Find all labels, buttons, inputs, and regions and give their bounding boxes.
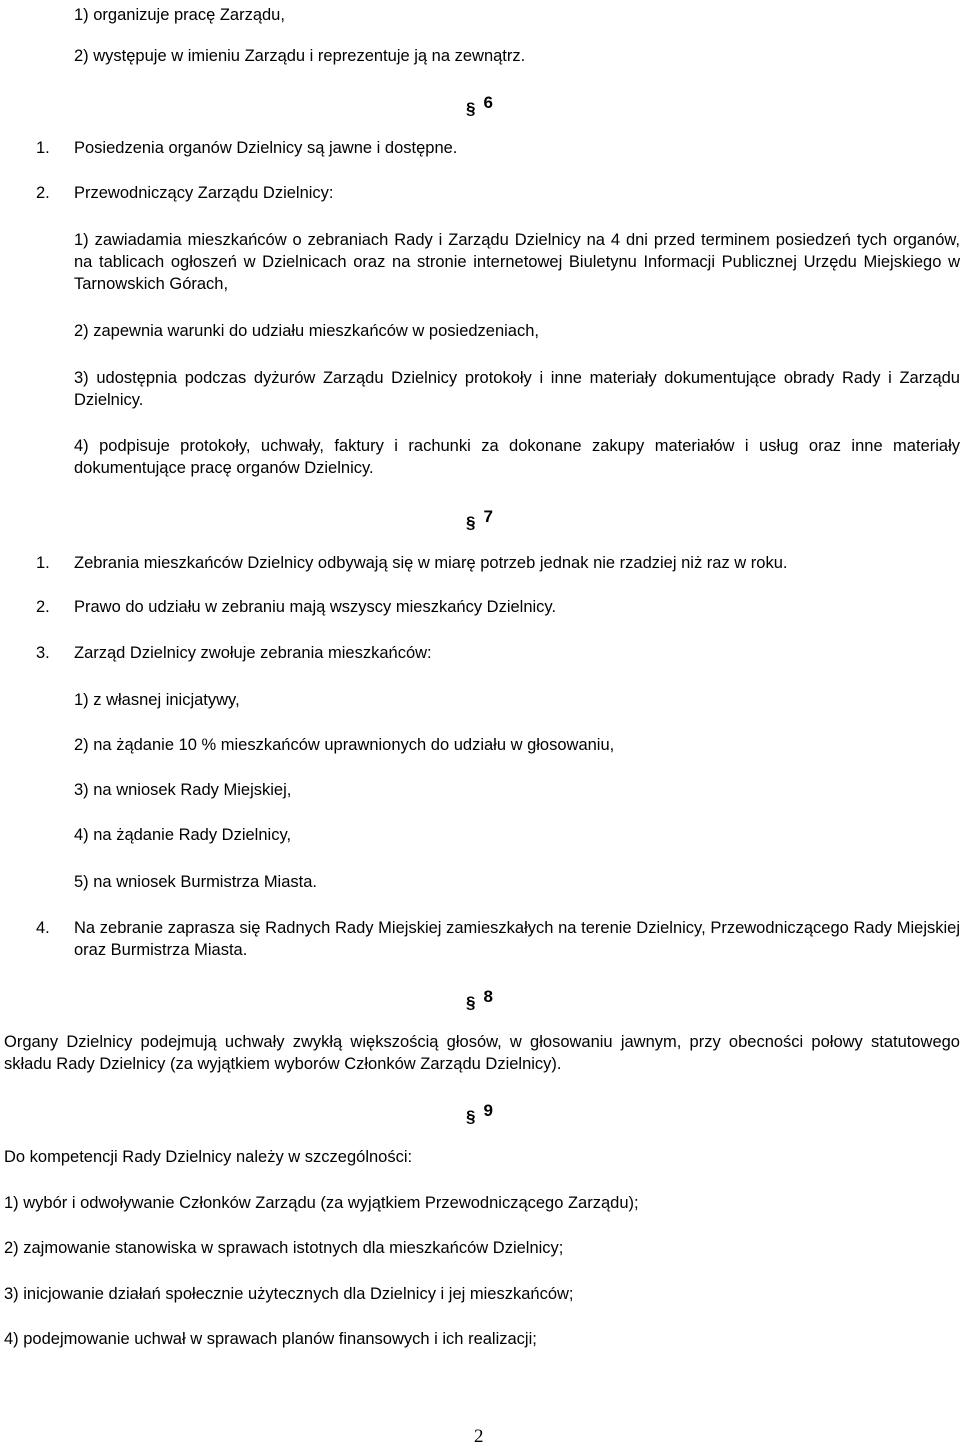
list-item: 3) na wniosek Rady Miejskiej, <box>74 781 292 799</box>
list-item: 1) z własnej inicjatywy, <box>74 691 240 709</box>
list-item: 5) na wniosek Burmistrza Miasta. <box>74 873 317 891</box>
list-item: 2) zajmowanie stanowiska w sprawach istotnych dla mieszkańców Dzielnicy; <box>4 1239 564 1257</box>
list-item: 1) zawiadamia mieszkańców o zebraniach Rady i Zarządu Dzielnicy na 4 dni przed terminem posiedzeń tych organów, na tablicach ogłoszeń w Dzielnicach oraz na stronie internetowej Biuletynu Informacji Publicznej Urzędu Miejskiego w Tarnowskich Górach, <box>74 231 960 293</box>
page-number: 2 <box>474 1426 484 1447</box>
list-item: 2) zapewnia warunki do udziału mieszkańców w posiedzeniach, <box>74 322 539 340</box>
list-item: 2) na żądanie 10 % mieszkańców uprawnionych do udziału w głosowaniu, <box>74 736 615 754</box>
paragraph-8: Organy Dzielnicy podejmują uchwały zwykłą większością głosów, w głosowaniu jawnym, przy obecności połowy statutowego składu Rady Dzielnicy (za wyjątkiem wyborów Członków Zarządu Dzielnicy). <box>4 1033 960 1073</box>
list-item: 4) podejmowanie uchwał w sprawach planów finansowych i ich realizacji; <box>4 1330 537 1348</box>
section-heading-8: § 8 <box>466 987 493 1012</box>
list-item: 2) występuje w imieniu Zarządu i reprezentuje ją na zewnątrz. <box>74 47 526 65</box>
list-item: 3) udostępnia podczas dyżurów Zarządu Dzielnicy protokoły i inne materiały dokumentujące obrady Rady i Zarządu Dzielnicy. <box>74 369 960 409</box>
list-item: 3) inicjowanie działań społecznie użytecznych dla Dzielnicy i jej mieszkańców; <box>4 1285 574 1303</box>
list-item: 4) podpisuje protokoły, uchwały, faktury i rachunki za dokonane zakupy materiałów i usług oraz inne materiały dokumentujące pracę organów Dzielnicy. <box>74 437 960 477</box>
section-heading-9: § 9 <box>466 1101 493 1126</box>
section-heading-7: § 7 <box>466 507 493 532</box>
list-item: 4) na żądanie Rady Dzielnicy, <box>74 826 292 844</box>
paragraph-9-intro: Do kompetencji Rady Dzielnicy należy w szczególności: <box>4 1148 413 1166</box>
list-item: 1) wybór i odwoływanie Członków Zarządu (za wyjątkiem Przewodniczącego Zarządu); <box>4 1194 639 1212</box>
list-item: 1) organizuje pracę Zarządu, <box>74 6 285 24</box>
section-heading-6: § 6 <box>466 93 493 118</box>
